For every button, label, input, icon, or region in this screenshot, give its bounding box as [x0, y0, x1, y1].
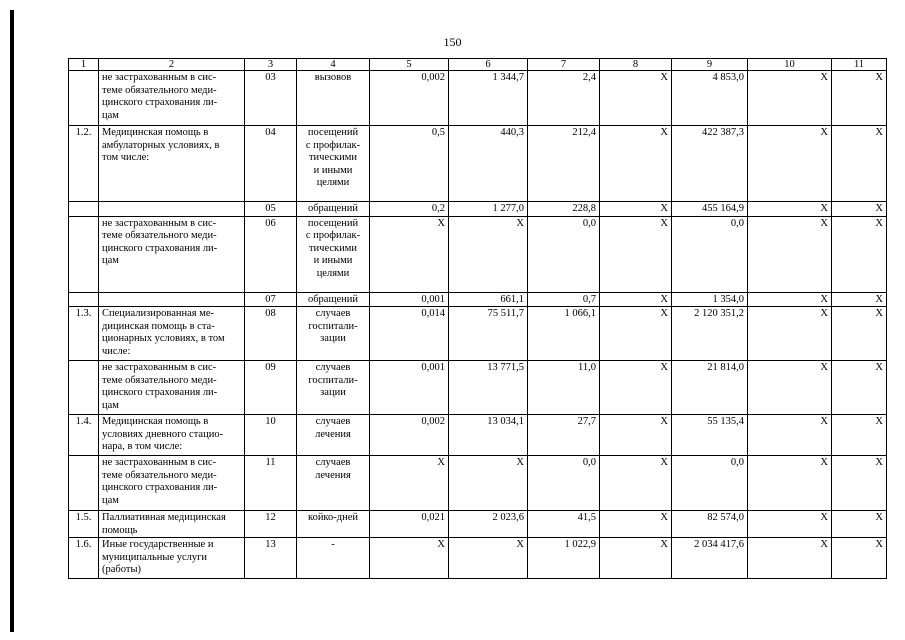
row-line-code: 04 [245, 126, 297, 202]
budget-table [68, 58, 887, 579]
row-col-5: 0,001 [370, 361, 449, 415]
row-col-6: 2 023,6 [449, 511, 528, 538]
row-description: Медицинская помощь в условиях дневного стацио- нара, в том числе: [99, 415, 245, 456]
row-line-code: 12 [245, 511, 297, 538]
row-col-8: X [600, 216, 672, 292]
row-col-11: X [832, 456, 887, 511]
row-col-8: X [600, 456, 672, 511]
row-col-10: X [748, 216, 832, 292]
row-line-code: 10 [245, 415, 297, 456]
row-unit: - [297, 538, 370, 579]
row-col-8: X [600, 71, 672, 126]
row-col-7: 212,4 [528, 126, 600, 202]
row-col-11: X [832, 126, 887, 202]
table-row [69, 511, 887, 538]
row-number: 1.3. [69, 307, 99, 361]
row-col-9: 1 354,0 [672, 292, 748, 307]
table-row [69, 361, 887, 415]
row-line-code: 06 [245, 216, 297, 292]
row-col-11: X [832, 538, 887, 579]
row-col-11: X [832, 415, 887, 456]
column-header: 7 [528, 59, 600, 71]
row-unit: обращений [297, 202, 370, 217]
column-header: 3 [245, 59, 297, 71]
row-col-5: 0,2 [370, 202, 449, 217]
row-col-11: X [832, 511, 887, 538]
column-header: 11 [832, 59, 887, 71]
row-col-6: X [449, 456, 528, 511]
row-col-9: 422 387,3 [672, 126, 748, 202]
row-col-8: X [600, 511, 672, 538]
row-col-6: 1 344,7 [449, 71, 528, 126]
row-description: Иные государственные и муниципальные услуги (работы) [99, 538, 245, 579]
row-col-8: X [600, 415, 672, 456]
row-col-10: X [748, 71, 832, 126]
row-col-7: 1 022,9 [528, 538, 600, 579]
row-col-5: 0,001 [370, 292, 449, 307]
row-number: 1.2. [69, 126, 99, 202]
row-description: не застрахованным в сис- теме обязательного меди- цинского страхования ли- цам [99, 71, 245, 126]
column-header: 10 [748, 59, 832, 71]
row-number [69, 71, 99, 126]
row-col-6: X [449, 216, 528, 292]
row-col-6: 1 277,0 [449, 202, 528, 217]
row-col-6: 13 034,1 [449, 415, 528, 456]
row-line-code: 09 [245, 361, 297, 415]
row-col-10: X [748, 456, 832, 511]
row-col-5: X [370, 456, 449, 511]
row-col-11: X [832, 292, 887, 307]
row-col-10: X [748, 307, 832, 361]
row-col-7: 2,4 [528, 71, 600, 126]
row-col-9: 2 034 417,6 [672, 538, 748, 579]
table-row [69, 202, 887, 217]
row-col-8: X [600, 307, 672, 361]
row-col-6: 75 511,7 [449, 307, 528, 361]
row-number: 1.6. [69, 538, 99, 579]
column-header: 1 [69, 59, 99, 71]
row-line-code: 03 [245, 71, 297, 126]
row-description: не застрахованным в сис- теме обязательного меди- цинского страхования ли- цам [99, 361, 245, 415]
row-col-7: 1 066,1 [528, 307, 600, 361]
row-col-5: 0,5 [370, 126, 449, 202]
table-row [69, 292, 887, 307]
column-header: 6 [449, 59, 528, 71]
column-header: 4 [297, 59, 370, 71]
row-number [69, 216, 99, 292]
row-description: Паллиативная медицинская помощь [99, 511, 245, 538]
row-description: не застрахованным в сис- теме обязательного меди- цинского страхования ли- цам [99, 456, 245, 511]
table-row [69, 415, 887, 456]
row-col-11: X [832, 202, 887, 217]
row-col-7: 27,7 [528, 415, 600, 456]
page-edge-bar [10, 10, 14, 632]
row-col-8: X [600, 361, 672, 415]
row-col-7: 0,7 [528, 292, 600, 307]
row-number: 1.5. [69, 511, 99, 538]
row-unit: вызовов [297, 71, 370, 126]
row-description [99, 292, 245, 307]
row-number [69, 202, 99, 217]
row-description [99, 202, 245, 217]
row-line-code: 08 [245, 307, 297, 361]
row-col-8: X [600, 292, 672, 307]
column-header: 5 [370, 59, 449, 71]
row-col-7: 0,0 [528, 216, 600, 292]
row-col-10: X [748, 292, 832, 307]
row-unit: случаев лечения [297, 415, 370, 456]
row-unit: посещений с профилак- тическими и иными целями [297, 216, 370, 292]
row-col-7: 0,0 [528, 456, 600, 511]
row-number [69, 292, 99, 307]
header-row [69, 59, 887, 71]
table-row [69, 71, 887, 126]
row-col-5: 0,014 [370, 307, 449, 361]
table-row [69, 216, 887, 292]
row-line-code: 11 [245, 456, 297, 511]
row-col-5: X [370, 538, 449, 579]
row-col-9: 82 574,0 [672, 511, 748, 538]
table-row [69, 126, 887, 202]
row-description: не застрахованным в сис- теме обязательного меди- цинского страхования ли- цам [99, 216, 245, 292]
row-line-code: 13 [245, 538, 297, 579]
row-col-11: X [832, 216, 887, 292]
column-header: 8 [600, 59, 672, 71]
row-col-9: 4 853,0 [672, 71, 748, 126]
row-col-11: X [832, 307, 887, 361]
row-col-5: 0,002 [370, 415, 449, 456]
table-row [69, 538, 887, 579]
row-col-11: X [832, 361, 887, 415]
row-col-10: X [748, 126, 832, 202]
row-description: Специализированная ме- дицинская помощь в ста- ционарных условиях, в том числе: [99, 307, 245, 361]
row-col-5: 0,021 [370, 511, 449, 538]
row-col-6: 440,3 [449, 126, 528, 202]
row-col-10: X [748, 361, 832, 415]
row-unit: случаев госпитали- зации [297, 307, 370, 361]
row-col-8: X [600, 202, 672, 217]
row-unit: обращений [297, 292, 370, 307]
row-number [69, 456, 99, 511]
row-col-7: 11,0 [528, 361, 600, 415]
row-col-5: X [370, 216, 449, 292]
row-col-9: 21 814,0 [672, 361, 748, 415]
row-col-9: 455 164,9 [672, 202, 748, 217]
row-col-6: 13 771,5 [449, 361, 528, 415]
row-col-8: X [600, 538, 672, 579]
row-col-10: X [748, 415, 832, 456]
row-col-9: 0,0 [672, 216, 748, 292]
row-unit: посещений с профилак- тическими и иными целями [297, 126, 370, 202]
page-number: 150 [443, 35, 462, 49]
row-col-5: 0,002 [370, 71, 449, 126]
row-unit: койко-дней [297, 511, 370, 538]
row-number [69, 361, 99, 415]
row-line-code: 07 [245, 292, 297, 307]
row-line-code: 05 [245, 202, 297, 217]
row-number: 1.4. [69, 415, 99, 456]
column-header: 9 [672, 59, 748, 71]
row-col-9: 2 120 351,2 [672, 307, 748, 361]
table-row [69, 456, 887, 511]
row-col-6: 661,1 [449, 292, 528, 307]
row-col-8: X [600, 126, 672, 202]
row-col-9: 0,0 [672, 456, 748, 511]
row-col-10: X [748, 538, 832, 579]
row-col-10: X [748, 511, 832, 538]
row-col-9: 55 135,4 [672, 415, 748, 456]
row-description: Медицинская помощь в амбулаторных условиях, в том числе: [99, 126, 245, 202]
table-row [69, 307, 887, 361]
row-col-7: 41,5 [528, 511, 600, 538]
row-col-10: X [748, 202, 832, 217]
row-unit: случаев лечения [297, 456, 370, 511]
row-unit: случаев госпитали- зации [297, 361, 370, 415]
row-col-6: X [449, 538, 528, 579]
row-col-11: X [832, 71, 887, 126]
column-header: 2 [99, 59, 245, 71]
row-col-7: 228,8 [528, 202, 600, 217]
